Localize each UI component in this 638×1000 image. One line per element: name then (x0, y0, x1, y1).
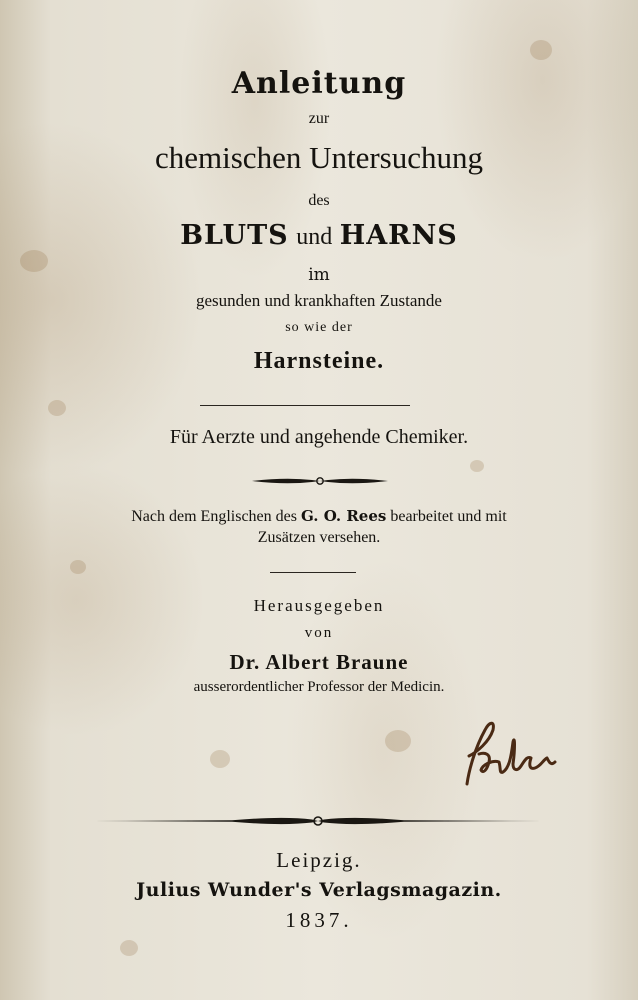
editor-von: von (304, 625, 334, 641)
divider-rule (200, 405, 410, 406)
title-und: und (296, 224, 333, 250)
title-im: im (308, 265, 330, 285)
foxing-spot (210, 750, 230, 768)
title-zur: zur (308, 110, 330, 127)
title-bluts: BLUTS (180, 220, 289, 251)
title-harnsteine: Harnsteine. (253, 348, 385, 374)
translation-line-2: Zusätzen versehen. (257, 529, 381, 546)
title-zustande: gesunden und krankhaften Zustande (196, 291, 442, 310)
foxing-spot (48, 400, 66, 416)
publication-year: 1837. (285, 908, 353, 932)
title-des: des (308, 192, 330, 209)
title-subject: chemischen Untersuchung (155, 140, 483, 175)
audience-line: Für Aerzte und angehende Chemiker. (169, 426, 469, 448)
title-bluts-harns (0, 218, 638, 252)
translation-pre: Nach dem Englischen des (131, 508, 297, 525)
translation-author: G. O. Rees (300, 507, 387, 525)
foxing-spot (70, 560, 86, 574)
title-so-wie-der: so wie der (285, 320, 353, 335)
editor-title: ausserordentlicher Professor der Medicin. (193, 679, 445, 695)
handwritten-signature-icon (455, 712, 565, 792)
editor-intro: Herausgegeben (253, 596, 385, 615)
editor-name: Dr. Albert Braune (229, 650, 409, 674)
publisher-city: Leipzig. (276, 848, 362, 872)
title-harns: HARNS (339, 220, 458, 251)
title-main: Anleitung (231, 66, 407, 101)
foxing-spot (385, 730, 411, 752)
ornament-rule-icon (92, 812, 544, 830)
foxing-spot (120, 940, 138, 956)
divider-rule-short (270, 572, 356, 573)
publisher-name: Julius Wunder's Verlagsmagazin. (136, 879, 502, 901)
foxing-spot (530, 40, 552, 60)
foxing-spot (470, 460, 484, 472)
translation-line (0, 507, 638, 526)
ornament-divider-icon (250, 474, 390, 488)
translation-post: bearbeitet und mit (390, 508, 507, 525)
